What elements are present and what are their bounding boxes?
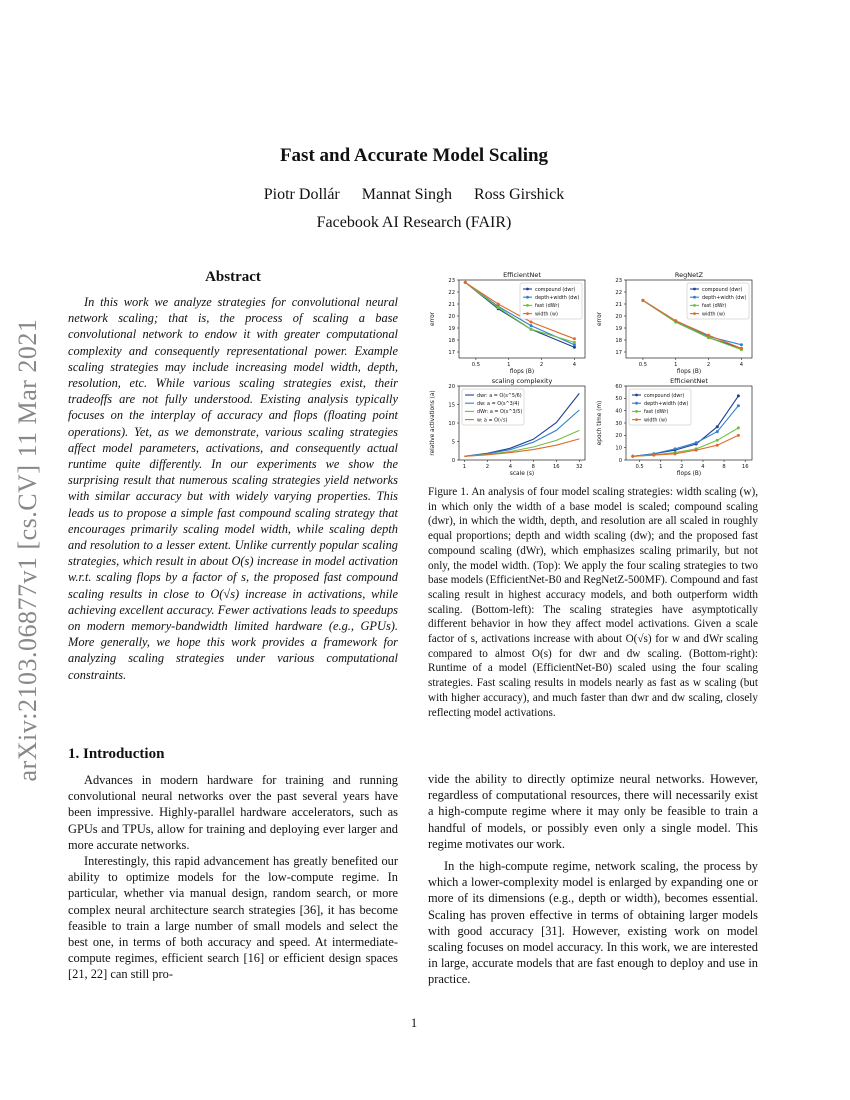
data-point: [573, 337, 576, 340]
legend-marker: [693, 288, 696, 291]
data-point: [674, 319, 677, 322]
data-point: [641, 299, 644, 302]
y-tick-label: 22: [615, 289, 622, 296]
x-tick-label: 8: [531, 464, 535, 470]
legend-marker: [693, 304, 696, 307]
y-tick-label: 15: [448, 402, 455, 409]
legend-marker: [635, 418, 638, 421]
legend-label: dw: a = O(s^3/4): [477, 401, 520, 407]
chart-efficientnet-error: [425, 266, 595, 378]
chart-title: EfficientNet: [670, 377, 708, 385]
author-name: Ross Girshick: [473, 186, 565, 203]
author-list: [0, 186, 828, 204]
data-point: [716, 439, 719, 442]
data-point: [737, 426, 740, 429]
abstract-text: In this work we analyze strategies for convolutional neural network scaling; that is, the process of scaling a base convolutional network to endow it with greater computational complexity and consequently representational power. Example scaling strategies may include increasing model width, depth, resolution, etc. While various scaling strategies exist, their tradeoffs are not fully understood. Existing analysis typically focuses on the interplay of accuracy and flops (floating point operations). Yet, as we demonstrate, various scaling strategies affect model parameters, activations, and consequently actual runtime quite differently. In our experiments we show the surprising result that numerous scaling strategies yield networks with similar accuracy but with widely varying properties. This leads us to propose a simple fast compound scaling strategy that encourages primarily scaling model width, while scaling depth and resolution to a lesser extent. Unlike currently popular scaling strategies, which result in about O(s) increase in model activation w.r.t. scaling flops by a factor of s, the proposed fast compound scaling results in close to O(√s) increase in activations, while achieving excellent accuracy. Fewer activations leads to speedups on modern memory-bandwidth limited hardware (e.g., GPUs). More generally, we hope this work provides a framework for analyzing scaling strategies under various computational constraints.: [68, 295, 398, 682]
y-tick-label: 21: [448, 301, 455, 308]
abstract-heading: Abstract: [205, 269, 261, 285]
data-point: [707, 334, 710, 337]
y-axis-label: epoch time (m): [597, 400, 603, 446]
y-axis-label: error: [597, 311, 603, 327]
legend-label: fast (dWr): [535, 303, 560, 310]
data-point: [695, 449, 698, 452]
x-axis-label: flops (B): [509, 369, 535, 375]
legend-marker: [635, 394, 638, 397]
data-point: [716, 444, 719, 447]
y-tick-label: 21: [615, 301, 622, 308]
data-point: [530, 324, 533, 327]
section-heading-introduction: 1. Introduction: [68, 746, 165, 762]
x-tick-label: 1: [507, 362, 511, 368]
legend-label: fast (dWr): [702, 303, 727, 310]
intro-paragraph: vide the ability to directly optimize neural networks. However, regardless of computational resources, there will necessarily exist a high-compute regime where it may only be feasible to train a handful of models, or possibly even only a single model. This regime motivates our work.: [428, 772, 758, 851]
legend-label: fast (dWr): [644, 409, 669, 416]
x-tick-label: 1: [674, 362, 678, 368]
x-axis-label: flops (B): [676, 369, 702, 375]
figure-caption: Figure 1. An analysis of four model scaling strategies: width scaling (w), in which only the width of a base model is scaled; compound scaling (dwr), in which the width, depth, and resolution are all scaled in roughly equal proportions; depth and width scaling (dw); and the proposed fast compound scaling (dWr), which emphasizes scaling primarily, but not only, the model width. (Top): We apply the four scaling strategies to two base models (EfficientNet-B0 and RegNetZ-500MF). Compound and fast scaling result in highest accuracy models, and both outperform width scaling. (Bottom-left): The scaling strategies have asymptotically different behavior in how they affect model activations. Given a scale factor of s, activations increase with about O(√s) for w and dWr scaling compared to almost O(s) for dwr and dw scaling. (Bottom-right): Runtime of a model (EfficientNet-B0) scaled using the four scaling strategies. Fast scaling results in models nearly as fast as w scaling (but with higher accuracy), and much faster than dwr and dw scaling, closely reflecting model activations.: [428, 486, 758, 719]
data-point: [652, 454, 655, 457]
data-point: [716, 430, 719, 433]
legend-marker: [635, 410, 638, 413]
y-tick-label: 22: [448, 289, 455, 296]
legend-label: compound (dwr): [535, 286, 576, 293]
y-tick-label: 17: [615, 349, 622, 356]
x-tick-label: 2: [485, 464, 490, 470]
intro-paragraph: Interestingly, this rapid advancement has greatly benefited our ability to optimize models for the low-compute regime. In particular, whether via manual design, random search, or more complex neural architecture search strategies [36], it has become feasible to train a large number of small models and select the best one, in terms of both accuracy and speed. At intermediate-compute regimes, efficient search [16] or efficient design spaces [21, 22] can still pro-: [68, 854, 398, 982]
affiliation: Facebook AI Research (FAIR): [316, 214, 512, 231]
x-tick-label: 2: [706, 362, 711, 368]
y-tick-label: 17: [448, 349, 455, 356]
y-axis-label: relative activations (a): [430, 390, 436, 456]
x-tick-label: 16: [741, 464, 749, 470]
legend-marker: [693, 312, 696, 315]
legend-label: width (w): [644, 417, 667, 424]
y-tick-label: 19: [615, 325, 622, 332]
x-tick-label: 32: [575, 464, 583, 470]
data-point: [716, 425, 719, 428]
y-tick-label: 50: [615, 396, 622, 403]
legend-label: compound (dwr): [702, 286, 743, 293]
y-axis-label: error: [430, 311, 436, 327]
x-axis-label: scale (s): [509, 471, 535, 477]
x-tick-label: 1: [659, 464, 663, 470]
intro-paragraph: Advances in modern hardware for training and running convolutional neural networks over the past several years have been impressive. Highly-parallel hardware accelerators, such as GPUs and TPUs, allow for training and deploying ever larger and more accurate networks.: [68, 773, 398, 852]
paper-title: Fast and Accurate Model Scaling: [279, 145, 549, 166]
legend-label: width (w): [702, 311, 725, 318]
y-tick-label: 0: [618, 457, 622, 464]
y-tick-label: 30: [615, 420, 622, 427]
legend-label: dwr: a = O(s^5/6): [477, 392, 522, 399]
x-tick-label: 4: [739, 362, 744, 368]
data-point: [573, 341, 576, 344]
x-tick-label: 2: [680, 464, 684, 470]
legend-label: depth+width (dw): [702, 295, 747, 301]
x-tick-label: 0.5: [638, 362, 648, 368]
legend-label: width (w): [535, 311, 558, 318]
chart-title: EfficientNet: [503, 271, 541, 279]
x-tick-label: 0.5: [635, 464, 644, 470]
x-tick-label: 4: [701, 464, 705, 470]
y-tick-label: 23: [615, 277, 622, 284]
x-tick-label: 8: [722, 464, 726, 470]
data-point: [695, 441, 698, 444]
chart-scaling-complexity: [425, 374, 595, 480]
legend-marker: [526, 312, 529, 315]
legend-label: depth+width (dw): [644, 401, 689, 407]
chart-title: scaling complexity: [491, 377, 553, 385]
data-point: [497, 303, 500, 306]
legend-label: depth+width (dw): [535, 295, 580, 301]
arxiv-side-label: [8, 290, 48, 810]
chart-regnetz-error: [592, 266, 762, 378]
data-point: [674, 447, 677, 450]
author-name: Mannat Singh: [361, 186, 452, 203]
data-point: [530, 328, 533, 331]
y-tick-label: 10: [448, 420, 455, 427]
data-point: [740, 347, 743, 350]
chart-efficientnet-runtime: [592, 374, 762, 480]
y-tick-label: 18: [615, 337, 622, 344]
y-tick-label: 40: [615, 408, 622, 415]
x-axis-label: flops (B): [676, 471, 702, 477]
introduction-left-column: [68, 772, 398, 983]
chart-title: RegNetZ: [674, 271, 704, 279]
y-tick-label: 60: [615, 383, 622, 390]
page-number: 1: [410, 1016, 418, 1030]
author-name: Piotr Dollár: [263, 186, 340, 203]
data-point: [737, 394, 740, 397]
data-point: [737, 404, 740, 407]
legend-label: w: a = O(√s): [477, 417, 508, 424]
data-point: [631, 455, 634, 458]
data-point: [530, 321, 533, 324]
y-tick-label: 23: [448, 277, 455, 284]
x-tick-label: 4: [508, 464, 513, 470]
x-tick-label: 2: [539, 362, 544, 368]
data-point: [674, 452, 677, 455]
x-tick-label: 4: [572, 362, 577, 368]
legend-label: compound (dwr): [644, 392, 685, 399]
arxiv-identifier: arXiv:2103.06877v1 [cs.CV] 11 Mar 2021: [13, 318, 42, 782]
data-point: [497, 306, 500, 309]
intro-paragraph: In the high-compute regime, network scaling, the process by which a lower-complexity model is enlarged by expanding one or more of its dimensions (e.g., depth or width), becomes essential. Scaling has proven effective in terms of obtaining larger models with good accuracy [31]. However, existing work on model scaling focuses on model accuracy. In this work, we are interested in large, accurate models that are fast enough to deploy and use in practice.: [428, 859, 758, 987]
legend-marker: [635, 402, 638, 405]
legend-marker: [526, 296, 529, 299]
y-tick-label: 20: [448, 383, 455, 390]
legend-label: dWr: a = O(s^3/5): [477, 409, 523, 416]
y-tick-label: 20: [615, 433, 622, 440]
x-tick-label: 16: [553, 464, 560, 470]
y-tick-label: 19: [448, 325, 455, 332]
y-tick-label: 10: [615, 445, 622, 452]
data-point: [740, 343, 743, 346]
legend-marker: [526, 288, 529, 291]
y-tick-label: 20: [615, 313, 622, 320]
data-point: [464, 281, 467, 284]
legend-marker: [693, 296, 696, 299]
y-tick-label: 0: [451, 457, 455, 464]
y-tick-label: 5: [451, 439, 455, 446]
y-tick-label: 18: [448, 337, 455, 344]
y-tick-label: 20: [448, 313, 455, 320]
legend-marker: [526, 304, 529, 307]
x-tick-label: 1: [462, 464, 467, 470]
x-tick-label: 0.5: [471, 362, 481, 368]
introduction-right-column: [428, 771, 758, 988]
data-point: [737, 434, 740, 437]
